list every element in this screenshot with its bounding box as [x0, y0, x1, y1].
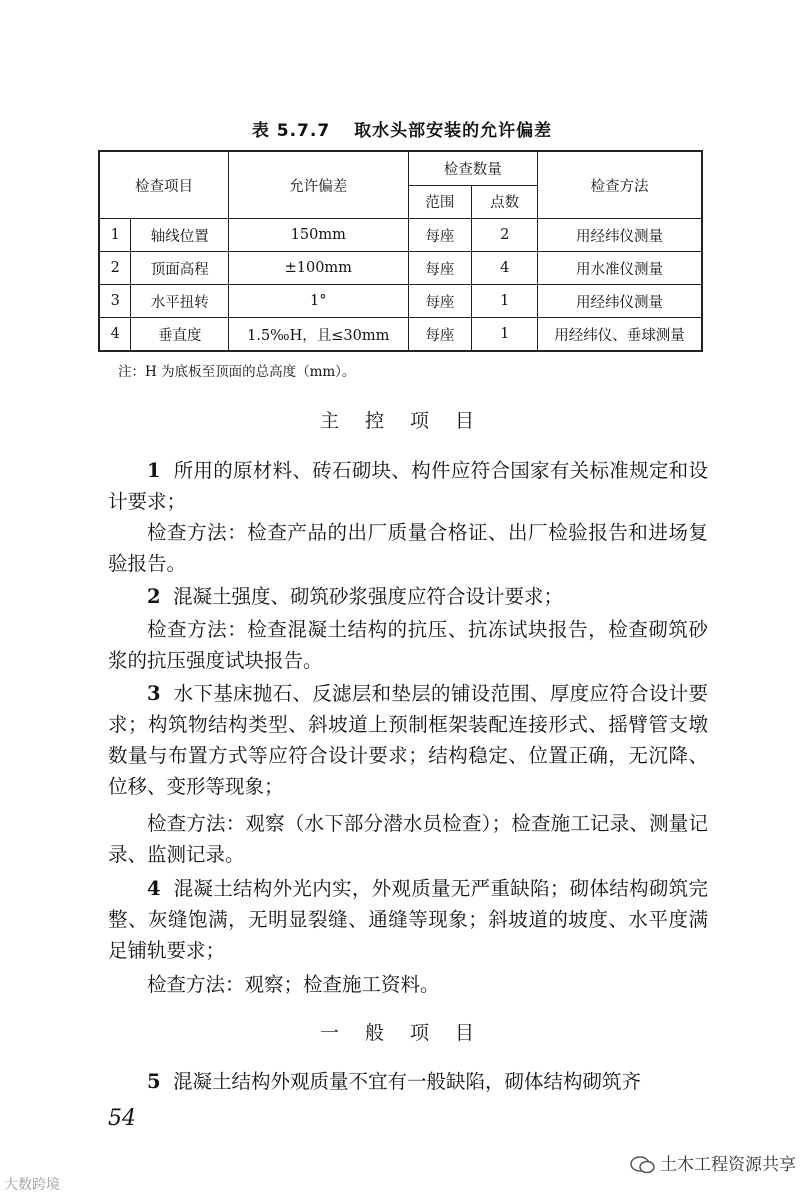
watermark-right	[630, 1150, 796, 1175]
page-number: 54	[108, 1106, 136, 1131]
general-title: 一 般 项 目	[319, 1022, 485, 1044]
clause-text: 混凝土强度、砌筑砂浆强度应符合设计要求；	[172, 585, 563, 608]
row-deviation: ±100mm	[229, 252, 409, 285]
clause-text: 混凝土结构外观质量不宜有一般缺陷，砌体结构砌筑齐	[172, 1070, 641, 1093]
row-points: 4	[472, 252, 538, 285]
row-number: 1	[99, 219, 131, 252]
row-points: 1	[472, 285, 538, 318]
header-quantity: 检查数量	[408, 151, 538, 185]
table-row	[99, 318, 702, 352]
row-points: 2	[472, 219, 538, 252]
clause-5	[108, 1066, 708, 1097]
row-item: 水平扭转	[131, 285, 229, 318]
header-method: 检查方法	[538, 151, 702, 219]
row-item: 顶面高程	[131, 252, 229, 285]
clause-1-method: 检查方法：检查产品的出厂质量合格证、出厂检验报告和进场复验报告。	[108, 521, 708, 575]
clause-number: 2	[147, 585, 161, 608]
row-method: 用水准仪测量	[538, 252, 702, 285]
table-row	[99, 219, 702, 252]
clause-4-method: 检查方法：观察；检查施工资料。	[147, 973, 440, 996]
row-number: 3	[99, 285, 131, 318]
row-number: 4	[99, 318, 131, 352]
clause-text: 所用的原材料、砖石砌块、构件应符合国家有关标准规定和设计要求；	[108, 459, 708, 513]
clause-1	[108, 455, 708, 517]
clause-number: 5	[147, 1070, 161, 1093]
main-control-title: 主 控 项 目	[319, 410, 485, 432]
clause-number: 4	[147, 877, 161, 900]
clause-3-method: 检查方法：观察（水下部分潜水员检查）；检查施工记录、测量记录、监测记录。	[108, 812, 708, 866]
table-number: 表 5.7.7	[251, 121, 331, 141]
row-range: 每座	[408, 252, 472, 285]
row-number: 2	[99, 252, 131, 285]
row-method: 用经纬仪测量	[538, 285, 702, 318]
clause-4	[108, 873, 708, 966]
clause-text: 混凝土结构外光内实，外观质量无严重缺陷；砌体结构砌筑完整、灰缝饱满，无明显裂缝、通缝等现象；斜坡道的坡度、水平度满足铺轨要求；	[108, 877, 708, 962]
deviation-table	[98, 150, 703, 352]
table-row	[99, 252, 702, 285]
table-title: 取水头部安装的允许偏差	[354, 121, 553, 141]
clause-2	[108, 581, 708, 612]
row-points: 1	[472, 318, 538, 352]
row-deviation: 1°	[229, 285, 409, 318]
clause-3	[108, 678, 708, 802]
table-header-row	[99, 151, 702, 185]
clause-number: 1	[147, 459, 161, 482]
row-range: 每座	[408, 219, 472, 252]
wechat-icon	[630, 1155, 656, 1175]
row-range: 每座	[408, 285, 472, 318]
row-range: 每座	[408, 318, 472, 352]
header-item: 检查项目	[99, 151, 229, 219]
clause-number: 3	[147, 682, 161, 705]
row-item: 垂直度	[131, 318, 229, 352]
watermark-right-text: 土木工程资源共享	[660, 1155, 796, 1175]
table-row	[99, 285, 702, 318]
header-range: 范围	[408, 185, 472, 219]
row-method: 用经纬仪测量	[538, 219, 702, 252]
row-deviation: 1.5‰H，且≤30mm	[229, 318, 409, 352]
row-deviation: 150mm	[229, 219, 409, 252]
table-note: 注：H 为底板至顶面的总高度（mm）。	[118, 364, 356, 380]
watermark-left	[4, 1174, 60, 1194]
row-item: 轴线位置	[131, 219, 229, 252]
clause-text: 水下基床抛石、反滤层和垫层的铺设范围、厚度应符合设计要求；构筑物结构类型、斜坡道上预制框架装配连接形式、摇臂管支墩数量与布置方式等应符合设计要求；结构稳定、位置正确，无沉降、位移、变形等现象；	[108, 682, 708, 798]
header-deviation: 允许偏差	[229, 151, 409, 219]
table-caption	[0, 116, 804, 141]
clause-2-method: 检查方法：检查混凝土结构的抗压、抗冻试块报告，检查砌筑砂浆的抗压强度试块报告。	[108, 618, 708, 672]
row-method: 用经纬仪、垂球测量	[538, 318, 702, 352]
header-points: 点数	[472, 185, 538, 219]
watermark-left-text: 大数跨境	[4, 1177, 60, 1193]
